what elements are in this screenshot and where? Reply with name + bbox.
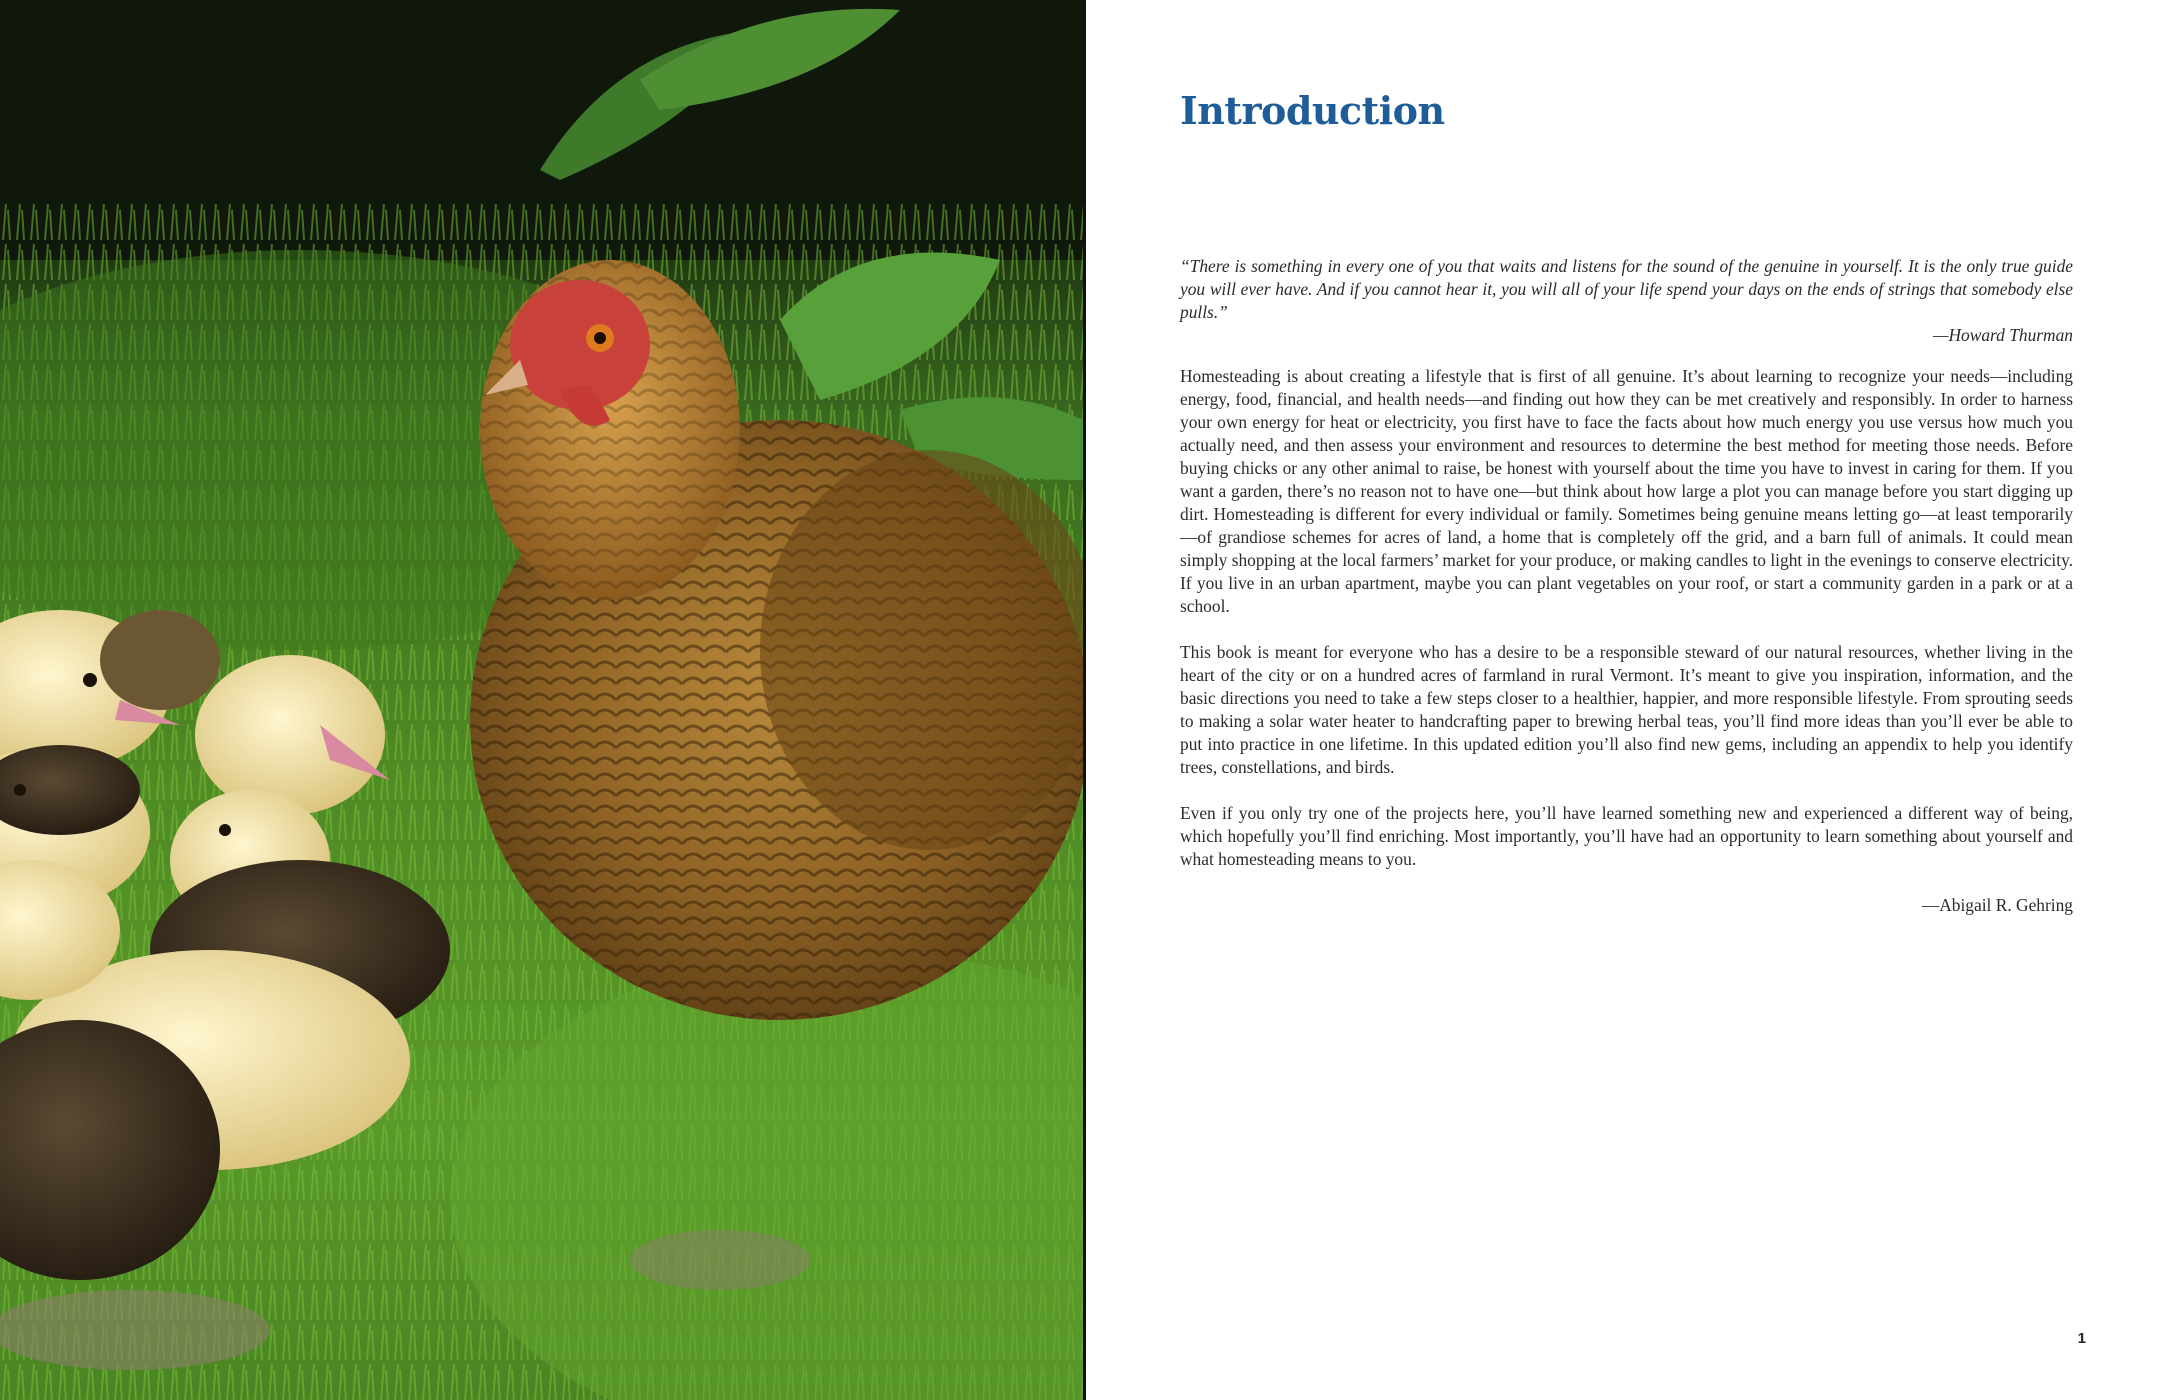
- epigraph-attribution: —Howard Thurman: [1933, 325, 2073, 345]
- page-number: 1: [2077, 1330, 2086, 1347]
- page-body: [1180, 255, 2073, 917]
- paragraph-1: Homesteading is about creating a lifestyle that is first of all genuine. It’s about learning to recognize your needs—including energy, food, financial, and health needs—and finding out how they can be met creatively and responsibly. In order to harness your own energy for heat or electricity, you first have to face the facts about how much energy you use versus how much you actually need, and then assess your environment and resources to determine the best method for meeting those needs. Before buying chicks or any other animal to raise, be honest with yourself about the time you have to invest in caring for them. If you want a garden, there’s no reason not to have one—but think about how large a plot you can manage before you start digging up dirt. Homesteading is different for every individual or family. Sometimes being genuine means letting go—at least temporarily—of grandiose schemes for acres of land, a home that is completely off the grid, and a barn full of animals. It could mean simply shopping at the local farmers’ market for your produce, or making candles to light in the evenings to conserve electricity. If you live in an urban apartment, maybe you can plant vegetables on your roof, or start a community garden in a park or at a school.: [1180, 366, 2073, 616]
- paragraph-3: Even if you only try one of the projects here, you’ll have learned something new and experienced a different way of being, which hopefully you’ll find enriching. Most importantly, you’ll have had an opportunity to learn something about yourself and what homesteading means to you.: [1180, 803, 2073, 869]
- paragraph-2: This book is meant for everyone who has a desire to be a responsible steward of our natural resources, whether living in the heart of the city or on a hundred acres of farmland in rural Vermont. It’s meant to give you inspiration, information, and the basic directions you need to take a few steps closer to a healthier, happier, and more responsible lifestyle. From sprouting seeds to making a solar water heater to handcrafting paper to brewing herbal teas, you’ll find more ideas than you’ll ever be able to put into practice in one lifetime. In this updated edition you’ll also find new gems, including an appendix to help you identify trees, constellations, and birds.: [1180, 642, 2073, 777]
- author-signature: —Abigail R. Gehring: [1921, 895, 2073, 915]
- epigraph-quote: “There is something in every one of you that waits and listens for the sound of the genuine in yourself. It is the only true guide you will ever have. And if you cannot hear it, you will all of your life spend your days on the ends of strings that somebody else pulls.”: [1180, 256, 2073, 322]
- page-title: Introduction: [1180, 88, 1445, 133]
- text-page: [1086, 0, 2163, 1400]
